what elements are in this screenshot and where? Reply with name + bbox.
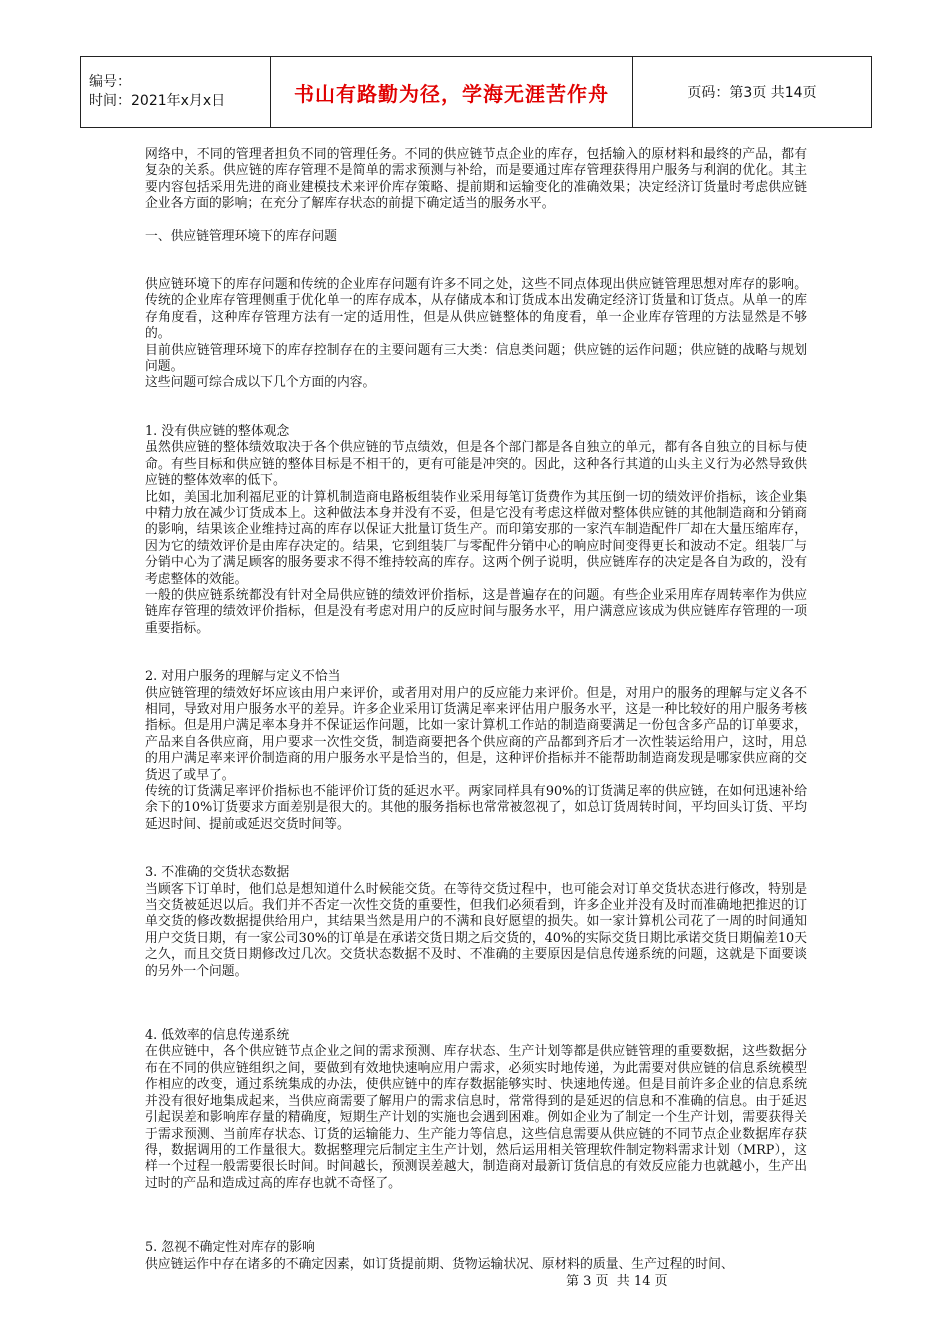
- header-meta: [81, 57, 271, 127]
- item-paragraph: 传统的订货满足率评价指标也不能评价订货的延迟水平。两家同样具有90%的订货满足率的供应链，在如何迅速补给余下的10%订货要求方面差别是很大的。其他的服务指标也常常被忽视了，如总订货周转时间，平均回头订货、平均延迟时间、提前或延迟交货时间等。: [145, 784, 807, 832]
- item-paragraph: 在供应链中，各个供应链节点企业之间的需求预测、库存状态、生产计划等都是供应链管理的重要数据，这些数据分布在不同的供应链组织之间，要做到有效地快速响应用户需求，必须实时地传递，为此需要对供应链的信息系统模型作相应的改变，通过系统集成的办法，使供应链中的库存数据能够实时、快速地传递。但是目前许多企业的信息系统并没有很好地集成起来，当供应商需要了解用户的需求信息时，常常得到的是延迟的信息和不准确的信息。由于延迟引起误差和影响库存量的精确度，短期生产计划的实施也会遇到困难。例如企业为了制定一个生产计划，需要获得关于需求预测、当前库存状态、订货的运输能力、生产能力等信息，这些信息需要从供应链的不同节点企业数据库存获得，数据调用的工作量很大。数据整理完后制定主生产计划，然后运用相关管理软件制定物料需求计划（MRP），这样一个过程一般需要很长时间。时间越长，预测误差越大，制造商对最新订货信息的有效反应能力也就越小，生产出过时的产品和造成过高的库存也就不奇怪了。: [145, 1044, 807, 1191]
- page-code: 页码：第3页 共14页: [687, 85, 817, 101]
- section-paragraph: 这些问题可综合成以下几个方面的内容。: [145, 375, 376, 391]
- date-label: 时间：2021年x月x日: [89, 93, 226, 109]
- page-header: [80, 56, 872, 128]
- item-paragraph: 比如，美国北加利福尼亚的计算机制造商电路板组装作业采用每笔订货费作为其压倒一切的绩效评价指标，该企业集中精力放在减少订货成本上。这种做法本身并没有不妥，但是它没有考虑这样做对整体供应链的其他制造商和分销商的影响，结果该企业维持过高的库存以保证大批量订货生产。而印第安那的一家汽车制造配件厂却在大量压缩库存，因为它的绩效评价是由库存决定的。结果，它到组装厂与零配件分销中心的响应时间变得更长和波动不定。组装厂与分销中心为了满足顾客的服务要求不得不维持较高的库存。这两个例子说明，供应链库存的决定是各自为政的，没有考虑整体的效能。: [145, 489, 807, 587]
- item-title: 4. 低效率的信息传递系统: [145, 1028, 290, 1044]
- header-page-cell: [633, 57, 871, 127]
- intro-paragraph: 网络中，不同的管理者担负不同的管理任务。不同的供应链节点企业的库存，包括输入的原材料和最终的产品，都有复杂的关系。供应链的库存管理不是简单的需求预测与补给，而是要通过库存管理获得用户服务与利润的优化。其主要内容包括采用先进的商业建模技术来评价库存策略、提前期和运输变化的准确效果；决定经济订货量时考虑供应链企业各方面的影响；在充分了解库存状态的前提下确定适当的服务水平。: [145, 147, 807, 212]
- serial-label: 编号：: [89, 74, 131, 90]
- header-motto-cell: [271, 57, 633, 127]
- footer-page-number: 第 3 页 共 14 页: [566, 1274, 668, 1289]
- item-paragraph: 供应链运作中存在诸多的不确定因素，如订货提前期、货物运输状况、原材料的质量、生产过程的时间、: [145, 1256, 734, 1272]
- motto: 书山有路勤为径，学海无涯苦作舟: [294, 81, 609, 106]
- item-title: 2. 对用户服务的理解与定义不恰当: [145, 669, 341, 685]
- section-paragraph: 供应链环境下的库存问题和传统的企业库存问题有许多不同之处，这些不同点体现出供应链管理思想对库存的影响。传统的企业库存管理侧重于优化单一的库存成本，从存储成本和订货成本出发确定经济订货量和订货点。从单一的库存角度看，这种库存管理方法有一定的适用性，但是从供应链整体的角度看，单一企业库存管理的方法显然是不够的。: [145, 277, 807, 342]
- item-paragraph: 虽然供应链的整体绩效取决于各个供应链的节点绩效，但是各个部门都是各自独立的单元，都有各自独立的目标与使命。有些目标和供应链的整体目标是不相干的，更有可能是冲突的。因此，这种各行其道的山头主义行为必然导致供应链的整体效率的低下。: [145, 440, 807, 489]
- item-title: 5. 忽视不确定性对库存的影响: [145, 1240, 315, 1256]
- section-paragraph: 目前供应链管理环境下的库存控制存在的主要问题有三大类：信息类问题；供应链的运作问题；供应链的战略与规划问题。: [145, 342, 807, 375]
- item-paragraph: 一般的供应链系统都没有针对全局供应链的绩效评价指标，这是普遍存在的问题。有些企业采用库存周转率作为供应链库存管理的绩效评价指标，但是没有考虑对用户的反应时间与服务水平，用户满意应该成为供应链库存管理的一项重要指标。: [145, 587, 807, 636]
- item-title: 3. 不准确的交货状态数据: [145, 865, 290, 881]
- section-title: 一、供应链管理环境下的库存问题: [145, 228, 337, 244]
- item-paragraph: 当顾客下订单时，他们总是想知道什么时候能交货。在等待交货过程中，也可能会对订单交货状态进行修改，特别是当交货被延迟以后。我们并不否定一次性交货的重要性，但我们必须看到，许多企业并没有及时而准确地把推迟的订单交货的修改数据提供给用户，其结果当然是用户的不满和良好愿望的损失。如一家计算机公司花了一周的时间通知用户交货日期，有一家公司30%的订单是在承诺交货日期之后交货的，40%的实际交货日期比承诺交货日期偏差10天之久，而且交货日期修改过几次。交货状态数据不及时、不准确的主要原因是信息传递系统的问题，这就是下面要谈的另外一个问题。: [145, 881, 807, 979]
- item-paragraph: 供应链管理的绩效好坏应该由用户来评价，或者用对用户的反应能力来评价。但是，对用户的服务的理解与定义各不相同，导致对用户服务水平的差异。许多企业采用订货满足率来评估用户服务水平，这是一种比较好的用户服务考核指标。但是用户满足率本身并不保证运作问题，比如一家计算机工作站的制造商要满足一份包含多产品的订单要求，产品来自各供应商，用户要求一次性交货，制造商要把各个供应商的产品都到齐后才一次性装运给用户，这时，用总的用户满足率来评价制造商的用户服务水平是恰当的，但是，这种评价指标并不能帮助制造商发现是哪家供应商的交货迟了或早了。: [145, 685, 807, 783]
- item-title: 1. 没有供应链的整体观念: [145, 423, 290, 439]
- document-body: [145, 147, 807, 1273]
